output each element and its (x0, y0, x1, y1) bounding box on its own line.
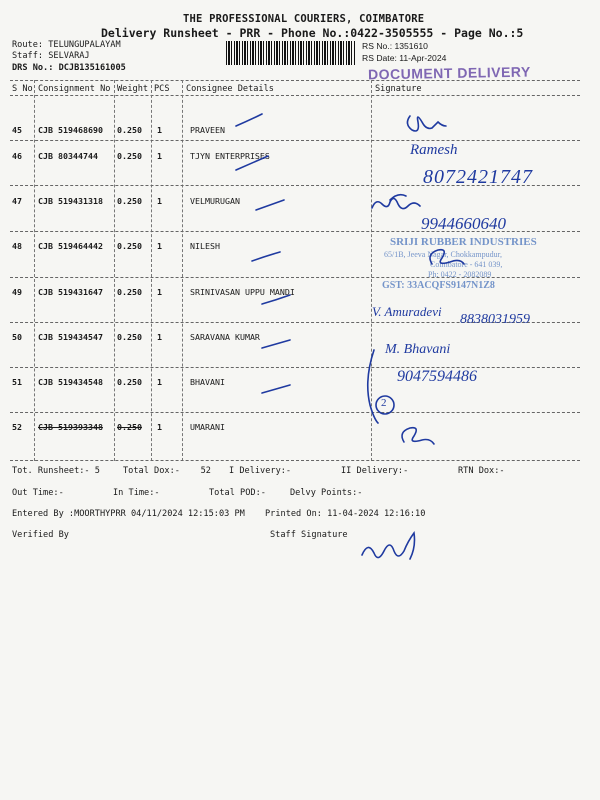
out-time: Out Time:- (12, 488, 64, 498)
printed-on: Printed On: 11-04-2024 12:16:10 (265, 509, 426, 519)
row-consignee: TJYN ENTERPRISES (190, 151, 270, 161)
col-consignment: Consignment No (38, 84, 111, 94)
row-consignee: SARAVANA KUMAR (190, 332, 260, 342)
i-delivery: I Delivery:- (229, 466, 292, 476)
stamp-address-1: 65/1B, Jeeva Nagar, Chokkampudur, (384, 250, 502, 259)
row-pcs: 1 (157, 125, 162, 135)
runsheet-subtitle: Delivery Runsheet - PRR - Phone No.:0422-3505555 - Page No.:5 (101, 26, 524, 40)
in-time: In Time:- (113, 488, 160, 498)
row-sno: 46 (12, 151, 22, 161)
rs-date: RS Date: 11-Apr-2024 (362, 53, 447, 63)
row-sno: 51 (12, 377, 22, 387)
row-pcs: 1 (157, 332, 162, 342)
rs-number: RS No.: 1351610 (362, 41, 428, 51)
row-consignment: CJB 519468690 (38, 125, 103, 135)
stamp-phone: Ph: 0422 - 2082089 (428, 270, 492, 279)
stamp-gst: GST: 33ACQFS9147N1Z8 (382, 280, 495, 291)
company-title: THE PROFESSIONAL COURIERS, COIMBATORE (183, 13, 425, 25)
row-consignment: CJB 519434548 (38, 377, 103, 387)
row-pcs: 1 (157, 196, 162, 206)
row-consignee: VELMURUGAN (190, 196, 240, 206)
row-pcs: 1 (157, 422, 162, 432)
tick-mark (256, 200, 284, 210)
signature-phone-46: 8072421747 (423, 166, 533, 188)
col-weight: Weight (117, 84, 149, 94)
row-sno: 45 (12, 125, 22, 135)
row-weight: 0.250 (117, 422, 142, 432)
route-label: Route: TELUNGUPALAYAM (12, 40, 121, 50)
signature-name-ramesh: Ramesh (410, 142, 458, 158)
total-dox: Total Dox:- 52 (123, 466, 211, 476)
row-weight: 0.250 (117, 241, 142, 251)
staff-label: Staff: SELVARAJ (12, 51, 90, 61)
circle-number: 2 (381, 397, 387, 409)
drs-number: DRS No.: DCJB135161005 (12, 63, 126, 73)
signature-name-amuradevi: V. Amuradevi (372, 304, 442, 319)
scribble-signature (407, 116, 446, 131)
row-sno: 48 (12, 241, 22, 251)
col-pcs: PCS (154, 84, 170, 94)
row-consignee: SRINIVASAN UPPU MANDI (190, 287, 295, 297)
row-pcs: 1 (157, 151, 162, 161)
tick-mark (262, 385, 290, 393)
tick-mark (252, 252, 280, 261)
verified-by: Verified By (12, 530, 69, 540)
row-weight: 0.250 (117, 196, 142, 206)
row-consignment: CJB 519464442 (38, 241, 103, 251)
row-pcs: 1 (157, 287, 162, 297)
row-consignment: CJB 519393348 (38, 422, 103, 432)
signature-name-bhavani: M. Bhavani (385, 342, 451, 357)
row-sno: 52 (12, 422, 22, 432)
row-consignee: NILESH (190, 241, 220, 251)
row-sno: 49 (12, 287, 22, 297)
row-consignment: CJB 519434547 (38, 332, 103, 342)
tick-mark (262, 340, 290, 348)
tick-mark (236, 114, 262, 126)
stamp-company-name: SRIJI RUBBER INDUSTRIES (390, 236, 537, 248)
scribble-signature (372, 198, 420, 208)
staff-signature-mark (362, 533, 415, 559)
col-consignee: Consignee Details (186, 84, 274, 94)
row-weight: 0.250 (117, 287, 142, 297)
row-consignment: CJB 519431647 (38, 287, 103, 297)
signature-phone-47: 9944660640 (421, 214, 506, 233)
bracket-mark (368, 350, 378, 423)
row-pcs: 1 (157, 241, 162, 251)
row-weight: 0.250 (117, 377, 142, 387)
row-sno: 50 (12, 332, 22, 342)
row-consignee: PRAVEEN (190, 125, 225, 135)
signature-phone-51: 9047594486 (397, 368, 477, 385)
row-weight: 0.250 (117, 151, 142, 161)
scribble-signature (402, 428, 434, 444)
rtn-dox: RTN Dox:- (458, 466, 505, 476)
signature-phone-49: 8838031959 (460, 312, 530, 327)
document-delivery-stamp: DOCUMENT DELIVERY (367, 63, 531, 83)
scribble-signature (430, 250, 464, 264)
row-consignee: BHAVANI (190, 377, 225, 387)
row-consignment: CJB 519431318 (38, 196, 103, 206)
row-sno: 47 (12, 196, 22, 206)
row-weight: 0.250 (117, 332, 142, 342)
ii-delivery: II Delivery:- (341, 466, 409, 476)
stamp-address-2: Coimbatore - 641 039, (430, 260, 503, 269)
tot-runsheet: Tot. Runsheet:- 5 (12, 466, 100, 476)
row-consignment: CJB 80344744 (38, 151, 98, 161)
row-consignee: UMARANI (190, 422, 225, 432)
row-pcs: 1 (157, 377, 162, 387)
tick-mark (262, 295, 290, 304)
row-weight: 0.250 (117, 125, 142, 135)
total-pod: Total POD:- (209, 488, 266, 498)
staff-signature-label: Staff Signature (270, 530, 348, 540)
col-sno: S No (12, 84, 33, 94)
entered-by: Entered By :MOORTHYPRR 04/11/2024 12:15:03 PM (12, 509, 245, 519)
col-signature: Signature (375, 84, 422, 94)
delvy-points: Delvy Points:- (290, 488, 363, 498)
tick-mark (236, 156, 268, 170)
